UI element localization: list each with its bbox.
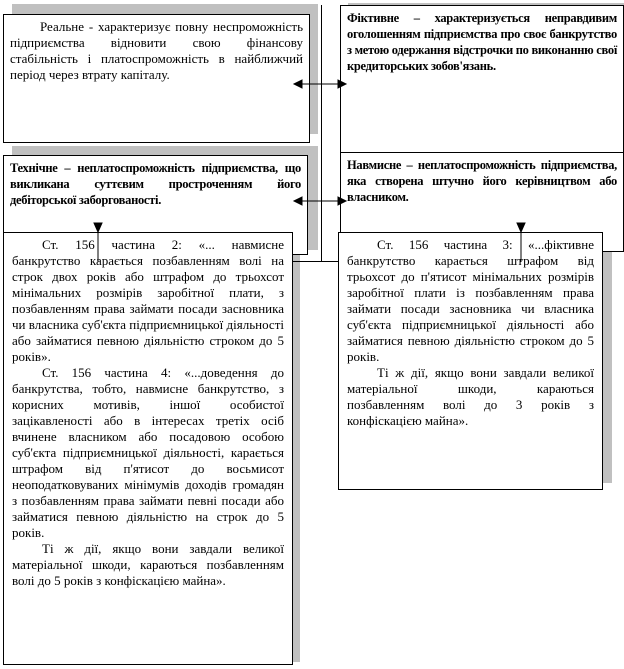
arrowhead-down-icon [94,223,102,232]
technical-text: Технічне – неплатоспроможність підприємства, що викликана суттєвим простроченням його дебіторської заборгованості. [10,161,301,207]
law-paragraph: Ст. 156 частина 4: «...доведення до банкрутства, тобто, навмисне банкрутство, з корисних мотивів, іншої особистої зацікавленості або в інтересах третіх осіб вчинене власником або посадовою особою суб'єкта підприємницької діяльності, карається штрафом від п'ятисот до восьмисот неоподатковуваних мінімумів доходів громадян з позбавленням права займати певні посади або займатися певною діяльністю на строк до 5 років. [12,365,284,540]
arrowhead-right-icon [338,80,346,88]
law-paragraph: Ті ж дії, якщо вони завдали великої матеріальної шкоди, караються позбавленням волі до 5 років з конфіскацією майна». [12,541,284,588]
law-paragraph: Ст. 156 частина 3: «...фіктивне банкрутство карається штрафом від трьохсот до п'ятисот мінімальних розмірів заробітної плати із позбавленням права займати посади засновника чи власника суб'єкта підприємницької діяльності або займатися певною діяльністю строком до 5 років. [347,237,594,364]
arrowhead-left-icon [294,80,302,88]
deliberate-text: Навмисне – неплатоспроможність підприємства, яка створена штучно його керівництвом або власником. [347,158,617,204]
law-paragraph: Ст. 156 частина 2: «... навмисне банкрутство карається позбавленням волі на строк двох років або штрафом до трьохсот мінімальних розмірів заробітної плати, з позбавленням права займати посади засновника чи власника суб'єкта підприємницької діяльності або займатися певною діяльністю строком до 5 років». [12,237,284,364]
arrowhead-right-icon [338,197,346,205]
arrowhead-left-icon [294,197,302,205]
law-paragraph: Ті ж дії, якщо вони завдали великої матеріальної шкоди, караються позбавленням волі до 3 років з конфіскацією майна». [347,365,594,428]
fictive-text: Фіктивне – характеризується неправдивим оголошенням підприємства про своє банкрутство з метою одержання відстрочки по виконанню свої кредиторських зобов'язань. [347,11,617,73]
arrowhead-down-icon [517,223,525,232]
real-text: Реальне - характеризує повну неспроможність підприємства відновити свою фінансову стабільність і платоспроможність в найближчий період через втрату капіталу. [10,19,303,82]
